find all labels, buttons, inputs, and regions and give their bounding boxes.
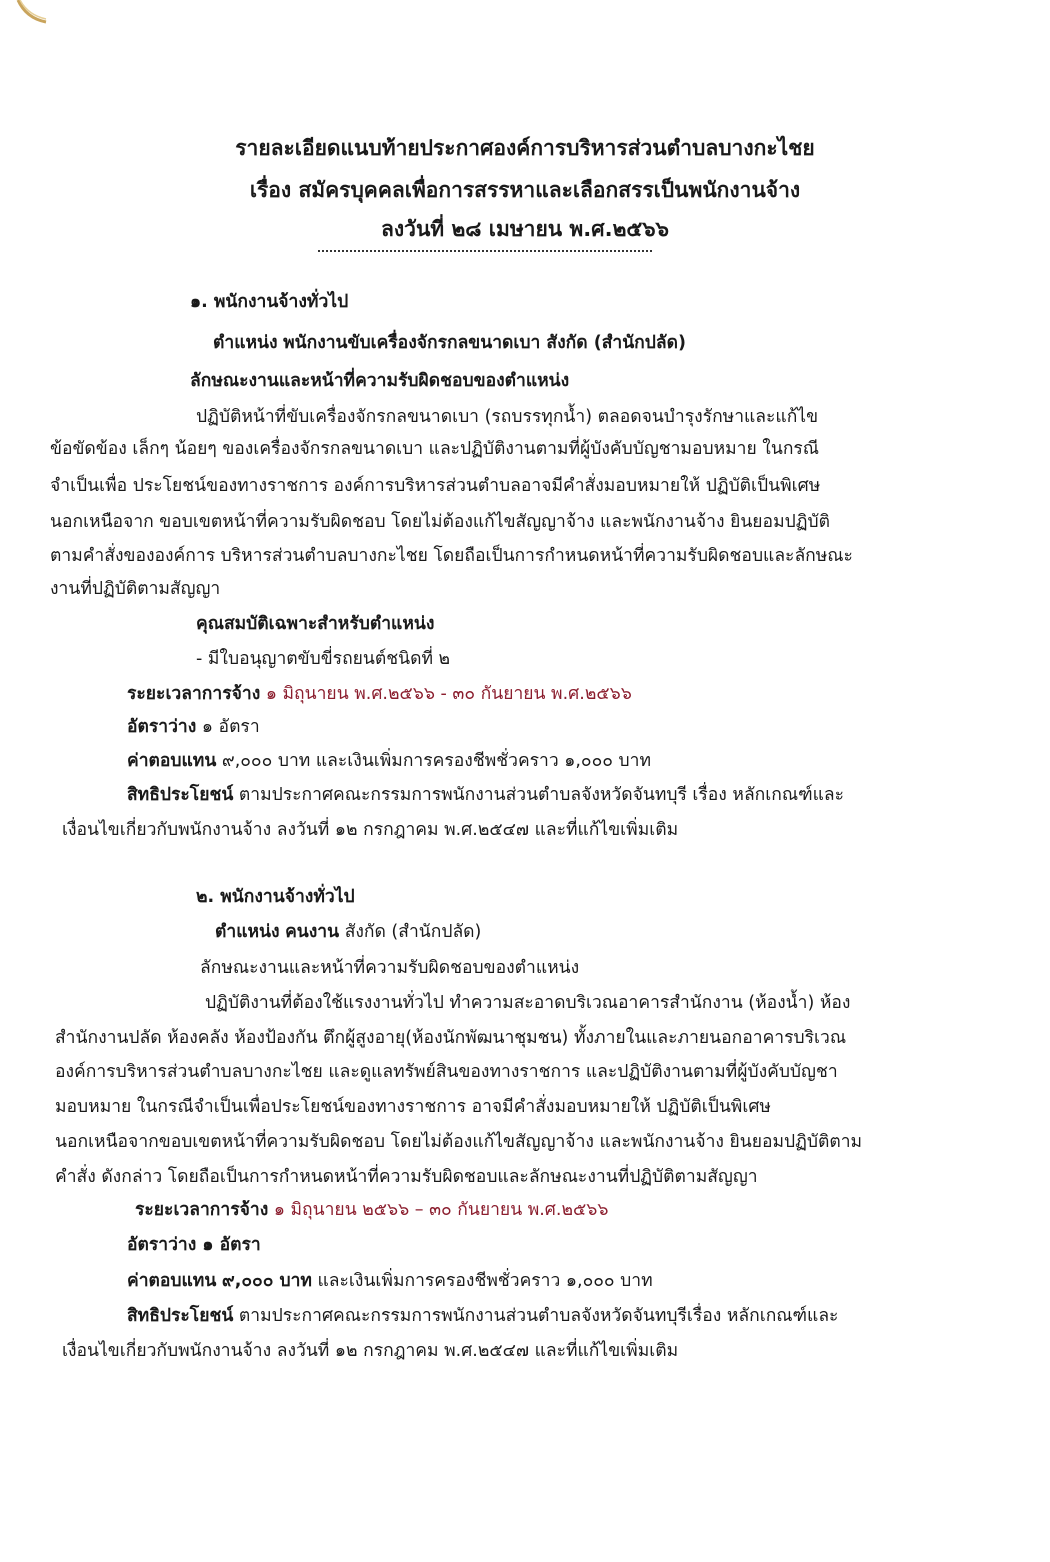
benefit-label: สิทธิประโยชน์: [127, 785, 234, 805]
pay-label: ค่าตอบแทน: [127, 1271, 217, 1291]
section-1-benefit: [127, 778, 844, 812]
period-value: ๑ มิถุนายน พ.ศ.๒๕๖๖ - ๓๐ กันยายน พ.ศ.๒๕๖๖: [265, 684, 632, 704]
position-label: ตำแหน่ง: [213, 333, 278, 353]
section-2-heading: ๒. พนักงานจ้างทั่วไป: [196, 887, 355, 907]
pay-value-rest: และเงินเพิ่มการครองชีพชั่วคราว ๑,๐๐๐ บาท: [317, 1271, 653, 1291]
section-1-qual-item: - มีใบอนุญาตขับขี่รถยนต์ชนิดที่ ๒: [196, 649, 451, 669]
title-line-3: ลงวันที่ ๒๘ เมษายน พ.ศ.๒๕๖๖: [381, 217, 669, 241]
section-1-duty-line: ข้อขัดข้อง เล็กๆ น้อยๆ ของเครื่องจักรกลขนาดเบา และปฏิบัติงานตามที่ผู้บังคับบัญชามอบหมาย ในกรณี: [50, 439, 820, 459]
section-2-duty-line: มอบหมาย ในกรณีจำเป็นเพื่อประโยชน์ของทางราชการ อาจมีคำสั่งมอบหมายให้ ปฏิบัติเป็นพิเศษ: [55, 1097, 771, 1117]
section-1-qual-heading: คุณสมบัติเฉพาะสำหรับตำแหน่ง: [196, 614, 435, 634]
period-label: ระยะเวลาการจ้าง: [135, 1200, 269, 1220]
title-divider: [318, 250, 652, 252]
position-value-rest: สังกัด (สำนักปลัด): [344, 922, 482, 942]
section-2-duty-line: คำสั่ง ดังกล่าว โดยถือเป็นการกำหนดหน้าที่ความรับผิดชอบและลักษณะงานที่ปฏิบัติตามสัญญา: [55, 1167, 758, 1187]
section-2-period: [135, 1193, 608, 1227]
section-1-benefit-line-2: เงื่อนไขเกี่ยวกับพนักงานจ้าง ลงวันที่ ๑๒ กรกฎาคม พ.ศ.๒๕๔๗ และที่แก้ไขเพิ่มเติม: [62, 820, 679, 840]
section-2-duty-heading: ลักษณะงานและหน้าที่ความรับผิดชอบของตำแหน่ง: [200, 958, 580, 978]
title-line-1: รายละเอียดแนบท้ายประกาศองค์การบริหารส่วนตำบลบางกะไชย: [235, 136, 815, 160]
section-1-duty-line: ปฏิบัติหน้าที่ขับเครื่องจักรกลขนาดเบา (รถบรรทุกน้ำ) ตลอดจนบำรุงรักษาและแก้ไข: [196, 407, 819, 427]
position-value: คนงาน: [285, 922, 340, 942]
section-1-duty-line: ตามคำสั่งขององค์การ บริหารส่วนตำบลบางกะไชย โดยถือเป็นการกำหนดหน้าที่ความรับผิดชอบและลักษณะ: [50, 546, 853, 566]
section-2-duty-line: ปฏิบัติงานที่ต้องใช้แรงงานทั่วไป ทำความสะอาดบริเวณอาคารสำนักงาน (ห้องน้ำ) ห้อง: [205, 993, 851, 1013]
vacancy-label: อัตราว่าง: [127, 1235, 197, 1255]
pay-value: ๙,๐๐๐ บาท และเงินเพิ่มการครองชีพชั่วคราว ๑,๐๐๐ บาท: [221, 751, 652, 771]
section-1-duty-line: งานที่ปฏิบัติตามสัญญา: [50, 579, 221, 599]
section-2-vacancy: [127, 1228, 261, 1262]
position-value: พนักงานขับเครื่องจักรกลขนาดเบา สังกัด (สำนักปลัด): [283, 333, 686, 353]
section-2-duty-line: นอกเหนือจากขอบเขตหน้าที่ความรับผิดชอบ โดยไม่ต้องแก้ไขสัญญาจ้าง และพนักงานจ้าง ยินยอมปฏิบัติตาม: [55, 1132, 863, 1152]
pay-label: ค่าตอบแทน: [127, 751, 217, 771]
section-2-position: [215, 915, 481, 949]
benefit-value: ตามประกาศคณะกรรมการพนักงานส่วนตำบลจังหวัดจันทบุรี เรื่อง หลักเกณฑ์และ: [238, 785, 845, 805]
section-2-duty-line: สำนักงานปลัด ห้องคลัง ห้องป้องกัน ตึกผู้สูงอายุ(ห้องนักพัฒนาชุมชน) ทั้งภายในและภายนอกอาคารบริเวณ: [55, 1028, 847, 1048]
section-2-duty-line: องค์การบริหารส่วนตำบลบางกะไชย และดูแลทรัพย์สินของทางราชการ และปฏิบัติงานตามที่ผู้บังคับบัญชา: [55, 1062, 838, 1082]
vacancy-label: อัตราว่าง: [127, 717, 197, 737]
binder-ring-decoration: [0, 0, 60, 30]
section-2-benefit-line-2: เงื่อนไขเกี่ยวกับพนักงานจ้าง ลงวันที่ ๑๒ กรกฎาคม พ.ศ.๒๕๔๗ และที่แก้ไขเพิ่มเติม: [62, 1341, 679, 1361]
benefit-label: สิทธิประโยชน์: [127, 1306, 234, 1326]
section-2-benefit: [127, 1299, 838, 1333]
section-1-pay: [127, 744, 651, 778]
section-1-duty-line: จำเป็นเพื่อ ประโยชน์ของทางราชการ องค์การบริหารส่วนตำบลอาจมีคำสั่งมอบหมายให้ ปฏิบัติเป็นพิเศษ: [50, 476, 821, 496]
section-1-period: [127, 677, 632, 711]
pay-value: ๙,๐๐๐ บาท: [221, 1271, 312, 1291]
benefit-value: ตามประกาศคณะกรรมการพนักงานส่วนตำบลจังหวัดจันทบุรีเรื่อง หลักเกณฑ์และ: [238, 1306, 839, 1326]
period-label: ระยะเวลาการจ้าง: [127, 684, 261, 704]
section-1-heading: ๑. พนักงานจ้างทั่วไป: [190, 292, 349, 312]
section-2-pay: [127, 1264, 653, 1298]
section-1-duty-heading: ลักษณะงานและหน้าที่ความรับผิดชอบของตำแหน่ง: [190, 371, 570, 391]
period-value: ๑ มิถุนายน ๒๕๖๖ – ๓๐ กันยายน พ.ศ.๒๕๖๖: [273, 1200, 609, 1220]
title-line-2: เรื่อง สมัครบุคคลเพื่อการสรรหาและเลือกสรรเป็นพนักงานจ้าง: [249, 178, 801, 202]
position-label: ตำแหน่ง: [215, 922, 280, 942]
vacancy-value: ๑ อัตรา: [201, 717, 260, 737]
section-1-position: [213, 326, 686, 360]
section-1-vacancy: [127, 710, 260, 744]
section-1-duty-line: นอกเหนือจาก ขอบเขตหน้าที่ความรับผิดชอบ โดยไม่ต้องแก้ไขสัญญาจ้าง และพนักงานจ้าง ยินยอมปฏิบัติ: [50, 512, 830, 532]
vacancy-value: ๑ อัตรา: [202, 1235, 261, 1255]
